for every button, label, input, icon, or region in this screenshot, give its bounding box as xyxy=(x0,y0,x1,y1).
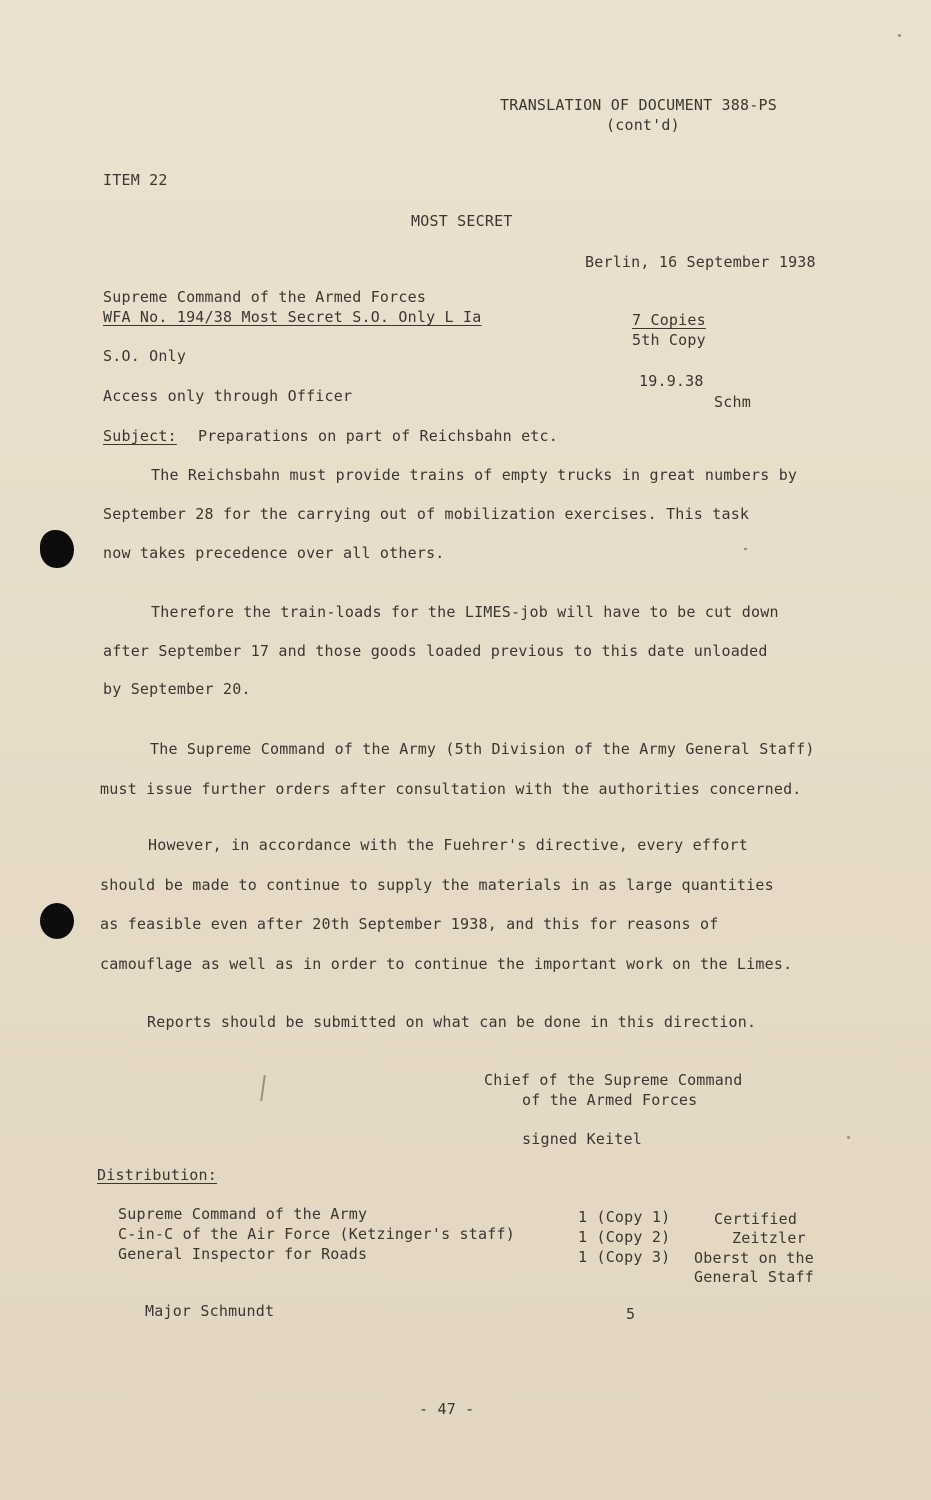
classification: MOST SECRET xyxy=(411,212,513,230)
distribution-label: Distribution: xyxy=(97,1166,217,1184)
distribution-last-copy: 5 xyxy=(626,1305,636,1323)
copy-number: 5th Copy xyxy=(632,331,706,349)
paragraph-5: Reports should be submitted on what can be done in this direction. xyxy=(147,1013,757,1031)
certified-line-3: Oberst on the xyxy=(694,1249,814,1267)
distribution-recipient: C-in-C of the Air Force (Ketzinger's staff) xyxy=(118,1225,515,1243)
distribution-copy: 1 (Copy 1) xyxy=(578,1208,671,1226)
paragraph-3-line-1: The Supreme Command of the Army (5th Division of the Army General Staff) xyxy=(150,740,815,758)
paragraph-2-line-2: after September 17 and those goods loaded previous to this date unloaded xyxy=(103,642,768,660)
paragraph-4-line-1: However, in accordance with the Fuehrer's directive, every effort xyxy=(148,836,748,854)
sender-reference: WFA No. 194/38 Most Secret S.O. Only L Ia xyxy=(103,308,482,326)
punch-hole xyxy=(40,903,74,939)
paragraph-1-line-3: now takes precedence over all others. xyxy=(103,544,445,562)
signature-title-2: of the Armed Forces xyxy=(522,1091,698,1109)
certified-line-1: Certified xyxy=(714,1210,798,1228)
certified-line-4: General Staff xyxy=(694,1268,814,1286)
paragraph-4-line-4: camouflage as well as in order to continue the important work on the Limes. xyxy=(100,955,793,973)
place-date: Berlin, 16 September 1938 xyxy=(585,253,816,271)
received-date: 19.9.38 xyxy=(639,372,704,390)
copies-total: 7 Copies xyxy=(632,311,706,329)
pencil-mark xyxy=(260,1075,266,1101)
access-note: Access only through Officer xyxy=(103,387,353,405)
translation-title: TRANSLATION OF DOCUMENT 388-PS xyxy=(500,96,777,114)
paragraph-2-line-1: Therefore the train-loads for the LIMES-job will have to be cut down xyxy=(151,603,779,621)
subject-label: Subject: xyxy=(103,427,177,445)
certified-line-2: Zeitzler xyxy=(732,1229,806,1247)
signed-by: signed Keitel xyxy=(522,1130,642,1148)
distribution-recipient: General Inspector for Roads xyxy=(118,1245,368,1263)
subject-text: Preparations on part of Reichsbahn etc. xyxy=(198,427,558,445)
item-number: ITEM 22 xyxy=(103,171,168,189)
paragraph-1-line-2: September 28 for the carrying out of mobilization exercises. This task xyxy=(103,505,750,523)
speck xyxy=(847,1136,850,1139)
initials: Schm xyxy=(714,393,751,411)
distribution-recipient: Supreme Command of the Army xyxy=(118,1205,368,1223)
contd-label: (cont'd) xyxy=(606,116,680,134)
page-number: - 47 - xyxy=(419,1400,475,1418)
signature-title-1: Chief of the Supreme Command xyxy=(484,1071,743,1089)
speck xyxy=(898,34,901,37)
sender-line-1: Supreme Command of the Armed Forces xyxy=(103,288,427,306)
speck xyxy=(744,548,747,550)
distribution-last-recipient: Major Schmundt xyxy=(145,1302,275,1320)
distribution-copy: 1 (Copy 2) xyxy=(578,1228,671,1246)
punch-hole xyxy=(40,530,74,568)
paragraph-3-line-2: must issue further orders after consultation with the authorities concerned. xyxy=(100,780,802,798)
paragraph-4-line-2: should be made to continue to supply the materials in as large quantities xyxy=(100,876,774,894)
paragraph-4-line-3: as feasible even after 20th September 1938, and this for reasons of xyxy=(100,915,719,933)
distribution-copy: 1 (Copy 3) xyxy=(578,1248,671,1266)
so-only: S.O. Only xyxy=(103,347,187,365)
paragraph-1-line-1: The Reichsbahn must provide trains of empty trucks in great numbers by xyxy=(151,466,798,484)
paragraph-2-line-3: by September 20. xyxy=(103,680,251,698)
